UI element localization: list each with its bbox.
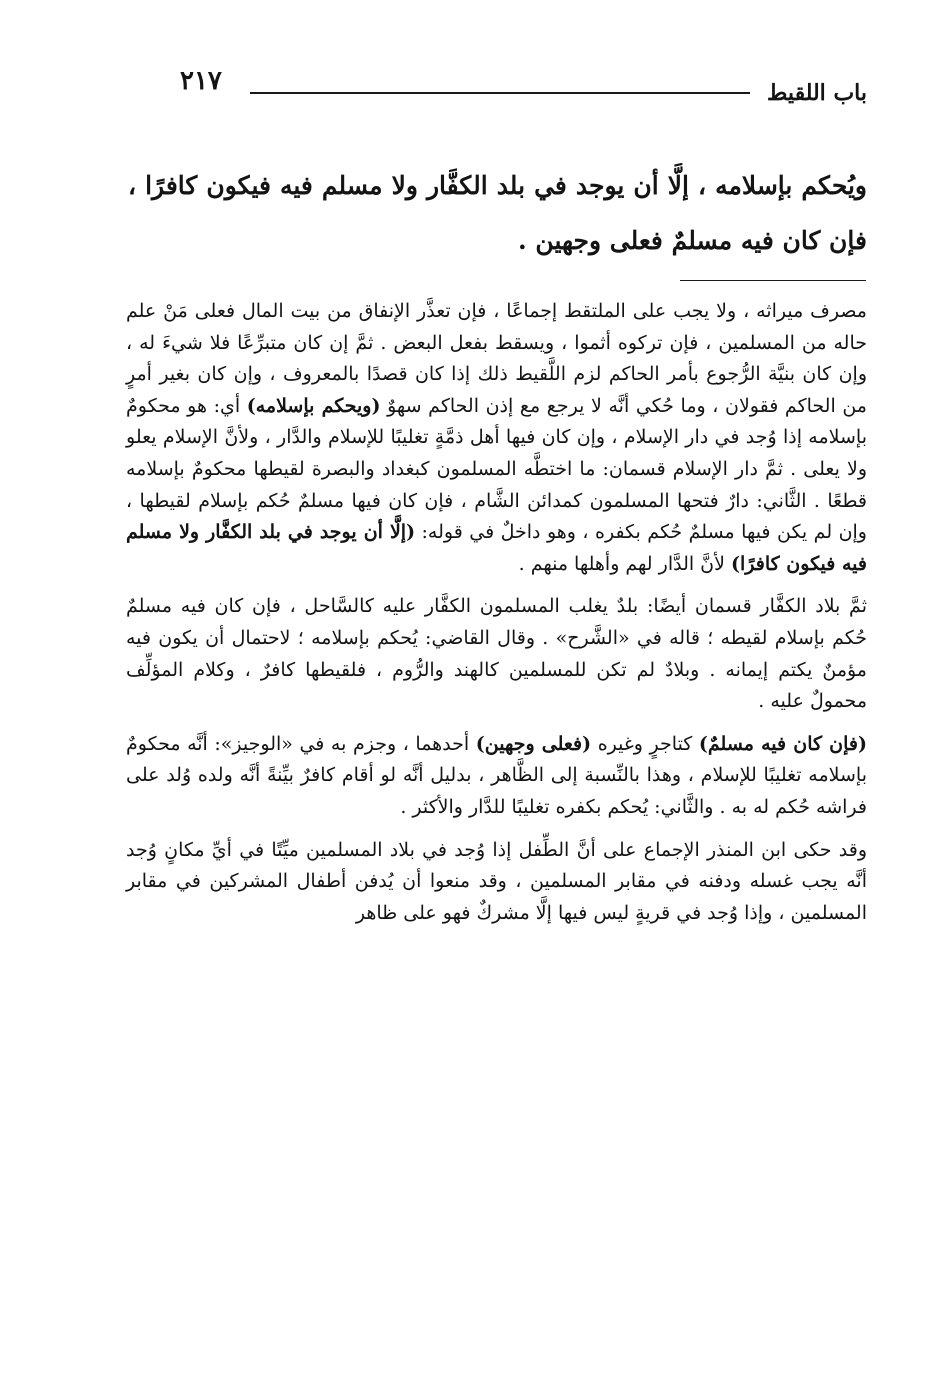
header-rule bbox=[250, 92, 750, 94]
commentary-paragraph bbox=[126, 296, 867, 580]
commentary-text: وقد حكى ابن المنذر الإجماع على أنَّ الطِّفل إذا وُجد في بلاد المسلمين ميِّتًا في أيِّ مكانٍ وُجد أنَّه يجب غسله ودفنه في مقابر المسلمين ، وقد منعوا أن يُدفن أطفال المشركين في مقابر المسلمين ، وإذا وُجد في قريةٍ ليس فيها إلَّا مشركٌ فهو على ظاهر bbox=[126, 838, 867, 924]
commentary-text: كتاجرٍ وغيره bbox=[591, 732, 699, 755]
commentary-text: ثمَّ بلاد الكفَّار قسمان أيضًا: بلدٌ يغلب المسلمون الكفَّار عليه كالسَّاحل ، فإن كان فيه مسلمٌ حُكم بإسلام لقيطه ؛ قاله في «الشَّرح» . وقال القاضي: يُحكم بإسلامه ؛ لاحتمال أن يكون فيه مؤمنٌ يكتم إيمانه . وبلادٌ لم تكن للمسلمين كالهند والرُّوم ، فلقيطها كافرٌ ، وكلام المؤلِّف محمولٌ عليه . bbox=[126, 595, 867, 713]
commentary-text: لأنَّ الدَّار لهم وأهلها منهم . bbox=[518, 552, 732, 575]
commentary-paragraph bbox=[126, 729, 867, 824]
commentary-text: أي: هو محكومٌ بإسلامه إذا وُجد في دار الإسلام ، وإن كان فيها أهل ذمَّةٍ تغليبًا للإسلام والدَّار ، ولأنَّ الإسلام يعلو ولا يعلى . ثمَّ دار الإسلام قسمان: ما اختطَّه المسلمون كبغداد والبصرة لقيطها محكومٌ بإسلامه قطعًا . الثَّاني: دارٌ فتحها المسلمون كمدائن الشَّام ، فإن كان فيها مسلمٌ حُكم بإسلام لقيطها ، وإن لم يكن فيها مسلمٌ حُكم بكفره ، وهو داخلٌ في قوله: bbox=[126, 394, 867, 544]
footnote-divider bbox=[680, 280, 866, 281]
matn-text: ويُحكم بإسلامه ، إلَّا أن يوجد في بلد الكفَّار ولا مسلم فيه فيكون كافرًا ، فإن كان فيه مسلمٌ فعلى وجهين . bbox=[128, 171, 867, 255]
page-header bbox=[170, 66, 867, 106]
commentary bbox=[126, 296, 867, 940]
commentary-text: مصرف ميراثه ، ولا يجب على الملتقط إجماعًا ، فإن تعذَّر الإنفاق من بيت المال فعلى مَنْ علم حاله من المسلمين ، فإن تركوه أثموا ، ويسقط بفعل البعض . ثمَّ إن كان متبرِّعًا فلا شيءَ له ، وإن كان بنيَّة الرُّجوع بأمر الحاكم لزم اللَّقيط ذلك إذا كان قصدًا بالمعروف ، وإن كان بغير أمرٍ من الحاكم فقولان ، وما حُكي أنَّه لا يرجع مع إذن الحاكم سهوٌ bbox=[126, 300, 867, 417]
chapter-title: باب اللقيط bbox=[767, 80, 867, 106]
quoted-matn: (فإن كان فيه مسلمٌ) bbox=[698, 732, 867, 755]
quoted-matn: (إلَّا أن يوجد في بلد الكفَّار ولا مسلم فيه فيكون كافرًا) bbox=[126, 521, 867, 575]
commentary-paragraph bbox=[126, 835, 867, 930]
quoted-matn: (فعلى وجهين) bbox=[475, 732, 592, 755]
commentary-paragraph bbox=[126, 591, 867, 717]
page-number: ٢١٧ bbox=[180, 66, 222, 96]
quoted-matn: (ويحكم بإسلامه) bbox=[246, 394, 381, 417]
commentary-text: أحدهما ، وجزم به في «الوجيز»: أنَّه محكومٌ بإسلامه تغليبًا للإسلام ، وهذا بالنِّسبة إلى الظَّاهر ، بدليل أنَّه لو أقام كافرٌ بيِّنةً أنَّه ولده وُلد على فراشه حُكم له به . والثَّاني: يُحكم بكفره تغليبًا للدَّار والأكثر . bbox=[126, 732, 867, 818]
